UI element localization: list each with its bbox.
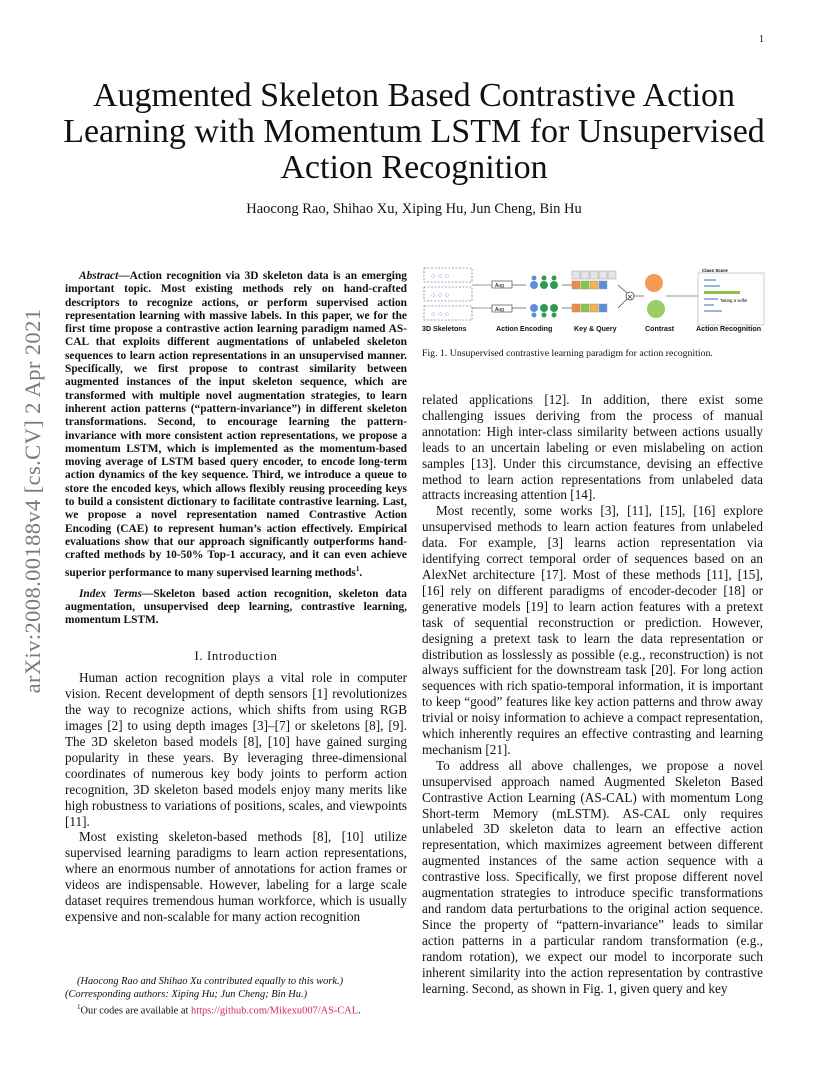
aug-label-1: Aug: [495, 283, 504, 289]
figure-label: 3D Skeletons: [422, 325, 467, 333]
paragraph: related applications [12]. In addition, there exist some challenging issues deriving from the process of manual annotation: High inter-class similarity between actions usually leads to an uncertain labeling or even mislabeling on action samples [13]. Under this circumstance, devising an effective method to learn action representations from unlabeled data attracts increasing attention [14].: [422, 392, 763, 503]
paragraph: Most existing skeleton-based methods [8], [10] utilize supervised learning paradigms to learn action representations, where an enormous number of annotations for action frames or videos are indispensable. However, labeling for a large scale dataset requires tremendous human workforce, which is usually expensive and non-scalable for many action recognition: [65, 829, 407, 925]
figure-label: Action Encoding: [496, 325, 553, 333]
taking-selfie-label: Taking a selfie: [720, 298, 748, 303]
figure-label: Contrast: [645, 325, 675, 333]
arxiv-stamp: [18, 296, 48, 706]
index-terms-label: Index Terms: [79, 587, 142, 600]
code-link[interactable]: https://github.com/Mikexu007/AS-CAL: [191, 1005, 359, 1017]
abstract-text: —Action recognition via 3D skeleton data is an emerging important topic. Most existing methods rely on hand-crafted descriptors to recognize actions, or perform supervised action representation learning with massive labels. In this paper, we for the first time propose a contrastive action learning paradigm named AS-CAL that exploits different augmentations of unlabeled skeleton sequences to learn action representations in an unsupervised manner. Specifically, we first propose to contrast similarity between augmented instances of the input skeleton sequence, which are transformed with multiple novel augmentation strategies, to learn inherent action patterns (“pattern-invariance”) in different skeleton transformations. Second, to encourage learning the pattern-invariance with more consistent action representations, we propose a momentum LSTM, which is implemented as the momentum-based moving average of LSTM based query encoder, to encode long-term action dynamics of the key sequence. Third, we introduce a queue to store the encoded keys, which allows flexibly reusing proceeding keys to build a consistent dictionary to facilitate contrastive learning. Last, we propose a novel representation named Contrastive Action Encoding (CAE) to represent human’s action effectively. Empirical evaluations show that our approach significantly outperforms hand-crafted methods by 10-50% Top-1 accuracy, and it can even achieve superior performance to many supervised learning methods: [65, 270, 407, 579]
footnote-equal-contribution: (Haocong Rao and Shihao Xu contributed equally to this work.) (Corresponding authors: Xiping Hu; Jun Cheng; Bin Hu.): [65, 976, 344, 1000]
figure-caption: Fig. 1. Unsupervised contrastive learning paradigm for action recognition.: [422, 348, 713, 359]
paragraph: Most recently, some works [3], [11], [15], [16] explore unsupervised methods to learn action features from unlabeled data. For example, [3] learns action representation via identifying correct temporal order of sequences based on an AlexNet architecture [17]. Most of these methods [11], [15], [16] rely on different paradigms of encoder-decoder [18] or generative models [19] to learn action features with a pretext task of sequential reconstruction or prediction. However, designing a pretext task to learn the data representation or distribution as losslessly as possible (e.g., reconstruction) is not always sufficient for the downstream task [20]. For long action sequences with rich spatio-temporal information, it is important to keep “good” features like key action patterns and throw away trivial or noisy information to achieve a compact representation, which inherently requires an effective contrasting and learning mechanism [21].: [422, 503, 763, 757]
paragraph: Human action recognition plays a vital role in computer vision. Recent development of depth sensors [1] revolutionizes the way to recognize actions, which shifts from using RGB images [2] to using depth images [3]–[7] or skeletons [8], [9]. The 3D skeleton based models [8], [10] have gained surging popularity in these years. By leveraging three-dimensional coordinates of numerous key body joints to perform action recognition, 3D skeleton based models enjoy many merits like high robustness to variations of positions, scales, and viewpoints [11].: [65, 670, 407, 829]
times-glyph: ×: [627, 293, 633, 301]
class-score-label: Class Score: [702, 268, 728, 273]
skeleton-glyphs: [430, 272, 450, 319]
index-terms: [65, 588, 407, 628]
footnote-code: $^1$Our codes are available at https://github.com/Mikexu007/AS-CAL.: [77, 1003, 361, 1017]
key-query-blocks: [572, 271, 616, 312]
aug-label-2: Aug: [495, 307, 504, 313]
right-column: [422, 392, 763, 996]
figure-label: Action Recognition: [696, 325, 762, 333]
authors: Haocong Rao, Shihao Xu, Xiping Hu, Jun Cheng, Bin Hu: [246, 201, 582, 217]
index-terms-text: —Skeleton based action recognition, skeleton data augmentation, unsupervised deep learning, contrastive learning, momentum LSTM.: [65, 587, 407, 627]
page-number: 1: [759, 34, 764, 45]
section-heading: I. Introduction: [194, 648, 278, 663]
svg-text:⁘⁘⁘: ⁘⁘⁘: [430, 272, 451, 281]
abstract-label: Abstract: [79, 270, 119, 282]
paper-title: Augmented Skeleton Based Contrastive Action Learning with Momentum LSTM for Unsupervised Action Recognition: [63, 77, 765, 186]
encoder-top: [530, 276, 558, 290]
footnotes: [65, 976, 407, 1018]
svg-text:⁘⁘⁘: ⁘⁘⁘: [430, 310, 451, 319]
left-column: [65, 270, 407, 925]
figure-label: Key & Query: [574, 325, 617, 333]
abstract: Abstract—Action recognition via 3D skeleton data is an emerging important topic. Most existing methods rely on hand-crafted descriptors to recognize actions, or perform supervised action representation learning with massive labels. In this paper, we for the first time propose a contrastive action learning paradigm named AS-CAL that exploits different augmentations of unlabeled skeleton sequences to learn action representations in an unsupervised manner. Specifically, we first propose to contrast similarity between augmented instances of the input skeleton sequence, which are transformed with multiple novel augmentation strategies, to learn inherent action patterns (“pattern-invariance”) in different skeleton transformations. Second, to encourage learning the pattern-invariance with more consistent action representations, we propose a momentum LSTM, which is implemented as the momentum-based moving average of LSTM based query encoder, to encode long-term action dynamics of the key sequence. Third, we introduce a queue to store the encoded keys, which allows flexibly reusing proceeding keys to build a consistent dictionary to facilitate contrastive learning. Last, we propose a novel representation named Contrastive Action Encoding (CAE) to represent human’s action effectively. Empirical evaluations show that our approach significantly outperforms hand-crafted methods by 10-50% Top-1 accuracy, and it can even achieve superior performance to many supervised learning methods$^1$.: [65, 270, 407, 579]
svg-text:⁘⁘⁘: ⁘⁘⁘: [430, 291, 451, 300]
encoder-bottom: [530, 304, 558, 318]
paragraph: To address all above challenges, we propose a novel unsupervised approach named Augmented Skeleton Based Contrastive Action Learning (AS-CAL) with momentum Long Short-term Memory (mLSTM). AS-CAL only requires unlabeled 3D skeleton data to learn an effective action representation, which maximizes agreement between different augmented instances of the same action sequence with a contrastive loss. Specifically, we first propose different novel augmentation strategies to introduce specific transformations and random data perturbations to the original action sequence. Since the property of “pattern-invariance” leads to similar action patterns in a particular random transformation (e.g., random rotation), we expect our model to incorporate such inherent similarity into the action representation by contrastive learning. Second, as shown in Fig. 1, given query and key: [422, 757, 763, 996]
contrast-circles: [645, 274, 665, 318]
abstract-footnote-mark: 1: [355, 564, 360, 573]
arxiv-stamp-text: arXiv:2008.00188v4 [cs.CV] 2 Apr 2021: [20, 308, 45, 694]
